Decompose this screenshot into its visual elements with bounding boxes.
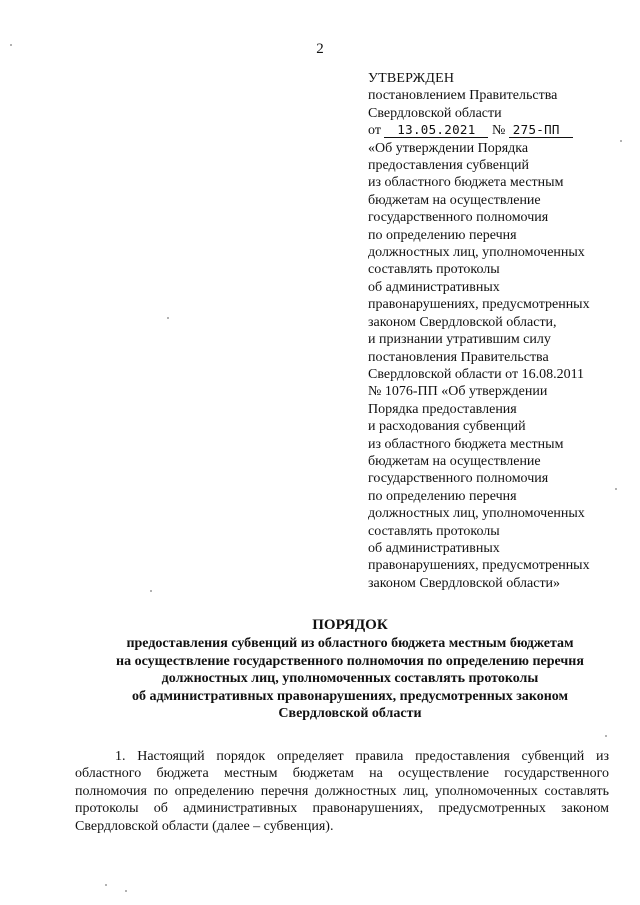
approval-subject-line: и признании утратившим силу (368, 332, 551, 348)
approved-heading: УТВЕРЖДЕН (368, 71, 455, 86)
document-subtitle (60, 635, 640, 722)
approval-number-stamp: 275-ПП (509, 123, 573, 138)
approval-subject-line: государственного полномочия (368, 471, 549, 487)
approval-subject-line: законом Свердловской области, (368, 314, 557, 330)
approval-subject-line: Порядка предоставления (368, 401, 517, 417)
approved-by-line-2: Свердловской области (368, 105, 502, 121)
number-prefix: № (491, 123, 506, 139)
approved-by-line-1: постановлением Правительства (368, 88, 558, 104)
page-number: 2 (316, 41, 324, 57)
scan-speck (10, 44, 12, 46)
scan-speck (167, 317, 169, 319)
approval-subject-line: по определению перечня (368, 227, 517, 243)
approval-subject-line: правонарушениях, предусмотренных (368, 558, 590, 574)
approval-subject-line: составлять протоколы (368, 523, 500, 539)
document-subtitle-line: на осуществление государственного полномочия по определению перечня (116, 653, 584, 669)
approval-date-line (368, 122, 628, 139)
document-title-block (60, 617, 640, 722)
approval-subject-line: из областного бюджета местным (368, 436, 564, 452)
document-subtitle-line: предоставления субвенций из областного бюджета местным бюджетам (126, 636, 574, 652)
approval-subject-line: постановления Правительства (368, 349, 549, 365)
document-subtitle-line: Свердловской области (278, 706, 422, 722)
approval-subject-line: № 1076-ПП «Об утверждении (368, 384, 548, 400)
approval-subject-line: составлять протоколы (368, 262, 500, 278)
approval-subject-line: государственного полномочия (368, 210, 549, 226)
approval-subject-line: бюджетам на осуществление (368, 192, 541, 208)
approval-subject-line: должностных лиц, уполномоченных (368, 506, 585, 522)
scan-speck (605, 735, 607, 737)
approval-block (368, 70, 628, 592)
approval-subject-line: об административных (368, 279, 500, 295)
scan-speck (615, 488, 617, 490)
approval-subject-line: должностных лиц, уполномоченных (368, 245, 585, 261)
scan-speck (125, 890, 127, 892)
approval-subject-line: из областного бюджета местным (368, 175, 564, 191)
approval-subject-line: по определению перечня (368, 488, 517, 504)
scan-speck (620, 140, 622, 142)
approval-subject-line: правонарушениях, предусмотренных (368, 297, 590, 313)
scan-speck (105, 884, 107, 886)
body-paragraph-1: 1. Настоящий порядок определяет правила предоставления субвенций из областного бюджета местным бюджетам на осуществление государственного полномочия по определению перечня должностных лиц, уполномоченных составлять протоколы об административных правонарушениях, предусмотренных законом Свердловской области (далее – субвенция). (75, 749, 609, 834)
approval-subject (368, 140, 628, 593)
approval-subject-line: предоставления субвенций (368, 158, 529, 174)
document-subtitle-line: об административных правонарушениях, предусмотренных законом (131, 688, 569, 704)
approval-subject-line: законом Свердловской области» (368, 575, 561, 591)
approval-subject-line: и расходования субвенций (368, 419, 526, 435)
approval-subject-line: бюджетам на осуществление (368, 453, 541, 469)
date-prefix: от (368, 123, 381, 139)
approval-subject-line: «Об утверждении Порядка (368, 140, 529, 156)
scan-speck (150, 590, 152, 592)
approval-subject-line: Свердловской области от 16.08.2011 (368, 366, 585, 382)
approval-date-stamp: 13.05.2021 (384, 123, 488, 138)
document-subtitle-line: должностных лиц, уполномоченных составлять протоколы (161, 671, 539, 687)
approval-subject-line: об административных (368, 540, 500, 556)
document-heading: ПОРЯДОК (312, 617, 388, 633)
